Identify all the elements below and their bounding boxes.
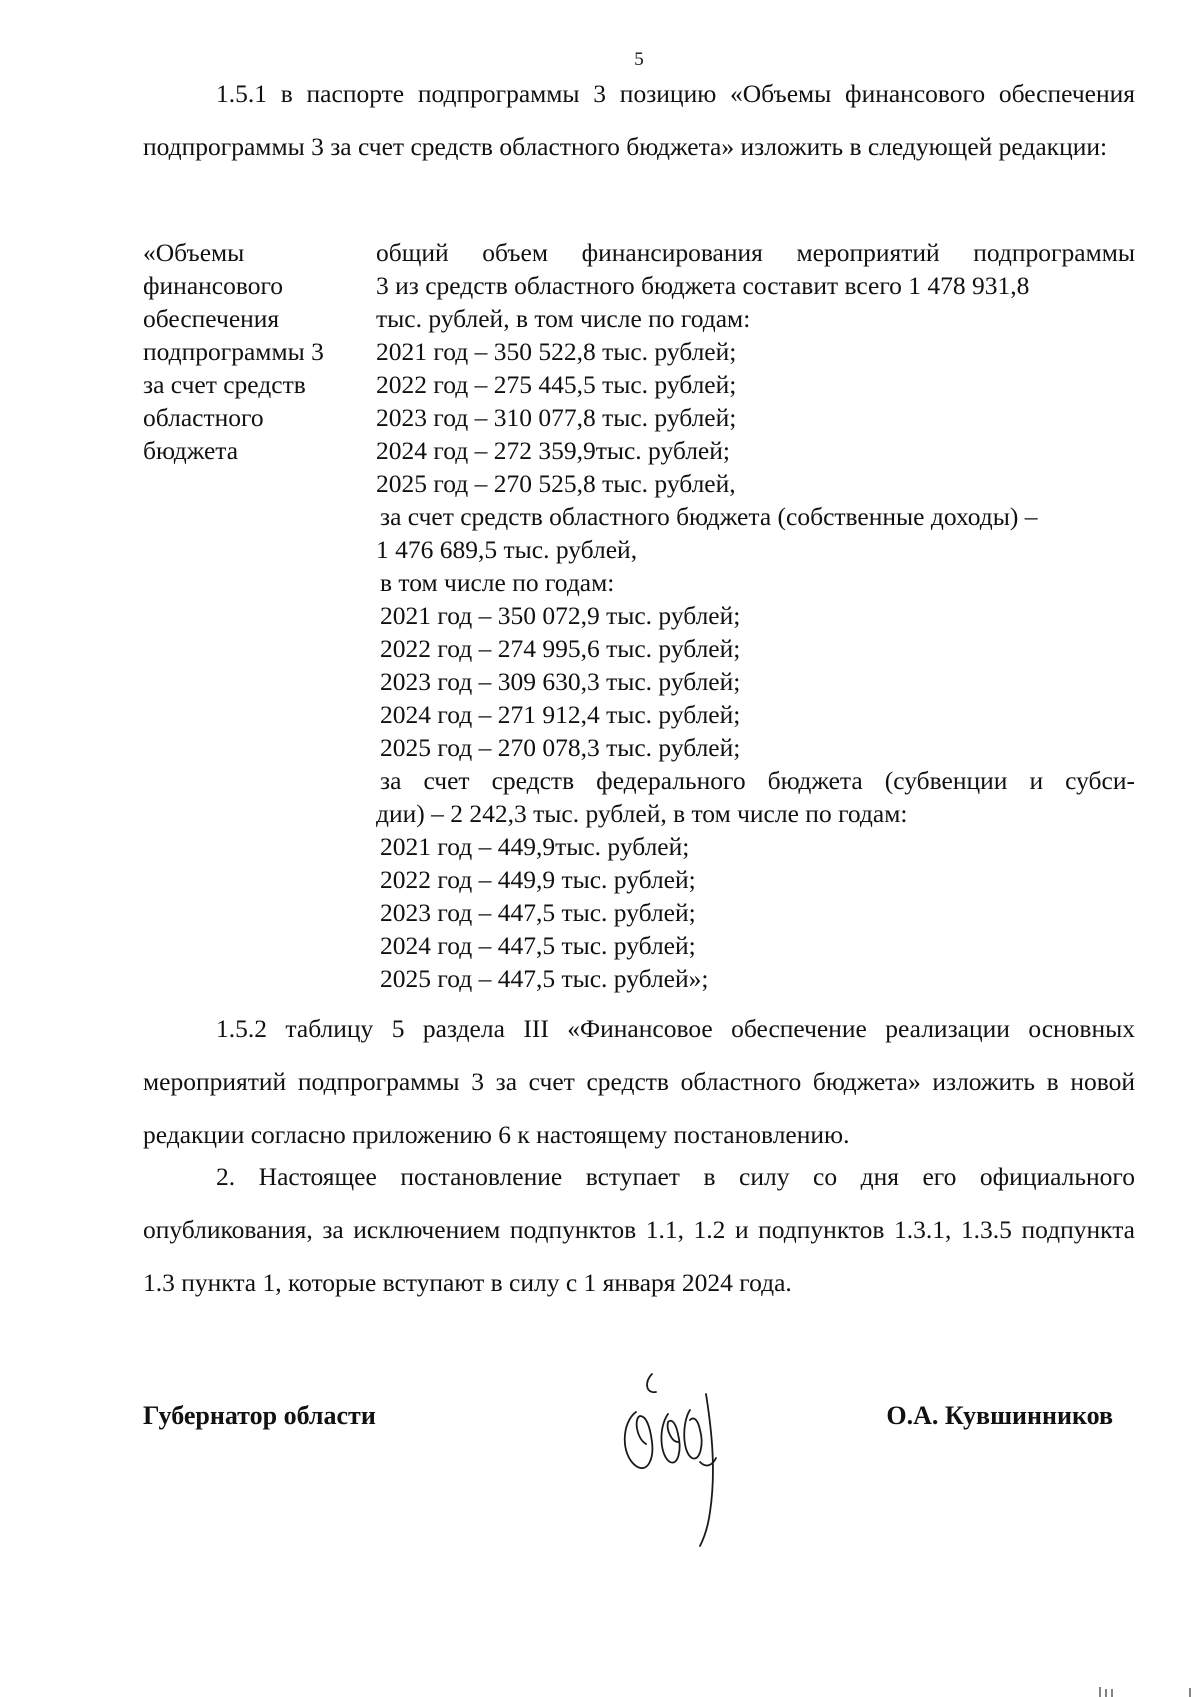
passport-line: 2025 год – 270 078,3 тыс. рублей; bbox=[380, 733, 741, 762]
passport-line: тыс. рублей, в том числе по годам: bbox=[376, 304, 751, 333]
passport-line: 2024 год – 271 912,4 тыс. рублей; bbox=[380, 700, 741, 729]
passport-line: 2022 год – 274 995,6 тыс. рублей; bbox=[380, 634, 741, 663]
paragraph-1-5-1: 1.5.1 в паспорте подпрограммы 3 позицию «Объемы финансового обеспечения подпрограммы 3 за счет средств областного бюджета» изложить в следующей редакции: bbox=[143, 79, 1135, 161]
paragraph-2: 2. Настоящее постановление вступает в силу со дня его официального опубликования, за исключением подпунктов 1.1, 1.2 и подпунктов 1.3.1, 1.3.5 подпункта 1.3 пункта 1, которые вступают в силу с 1 января 2024 года. bbox=[143, 1162, 1135, 1297]
passport-line: 2021 год – 350 072,9 тыс. рублей; bbox=[380, 601, 741, 630]
passport-label: «Объемы финансового обеспечения подпрограммы 3 за счет средств областного бюджета bbox=[143, 238, 324, 465]
passport-line: 2023 год – 309 630,3 тыс. рублей; bbox=[380, 667, 741, 696]
passport-line: 2022 год – 449,9 тыс. рублей; bbox=[380, 865, 696, 894]
passport-line: 2021 год – 449,9тыс. рублей; bbox=[380, 832, 690, 861]
passport-line: 2025 год – 447,5 тыс. рублей»; bbox=[380, 964, 709, 993]
passport-line: 2023 год – 310 077,8 тыс. рублей; bbox=[376, 403, 737, 432]
passport-line: 1 476 689,5 тыс. рублей, bbox=[376, 535, 638, 564]
passport-line: за счет средств областного бюджета (собственные доходы) – bbox=[380, 502, 1038, 531]
signatory-name: О.А. Кувшинников bbox=[886, 1401, 1113, 1430]
handwritten-signature bbox=[616, 1362, 746, 1552]
page-number: 5 bbox=[634, 49, 644, 70]
passport-line: 2024 год – 447,5 тыс. рублей; bbox=[380, 931, 696, 960]
scan-edge-marks bbox=[1050, 1685, 1200, 1697]
passport-content bbox=[376, 236, 1135, 995]
passport-line: общий объем финансирования мероприятий подпрограммы bbox=[376, 238, 1135, 267]
signatory-title: Губернатор области bbox=[143, 1401, 376, 1430]
passport-line: 2022 год – 275 445,5 тыс. рублей; bbox=[376, 370, 737, 399]
passport-line: 2023 год – 447,5 тыс. рублей; bbox=[380, 898, 696, 927]
passport-line: 2025 год – 270 525,8 тыс. рублей, bbox=[376, 469, 736, 498]
passport-line: за счет средств федерального бюджета (субвенции и субси- bbox=[380, 766, 1135, 795]
passport-line: 2021 год – 350 522,8 тыс. рублей; bbox=[376, 337, 737, 366]
paragraph-1-5-2: 1.5.2 таблицу 5 раздела III «Финансовое обеспечение реализации основных мероприятий подпрограммы 3 за счет средств областного бюджета» изложить в новой редакции согласно приложению 6 к настоящему постановлению. bbox=[143, 1014, 1135, 1149]
passport-line: дии) – 2 242,3 тыс. рублей, в том числе по годам: bbox=[376, 799, 908, 828]
passport-line: в том числе по годам: bbox=[380, 568, 615, 597]
passport-line: 2024 год – 272 359,9тыс. рублей; bbox=[376, 436, 730, 465]
passport-line: 3 из средств областного бюджета составит всего 1 478 931,8 bbox=[376, 271, 1030, 300]
